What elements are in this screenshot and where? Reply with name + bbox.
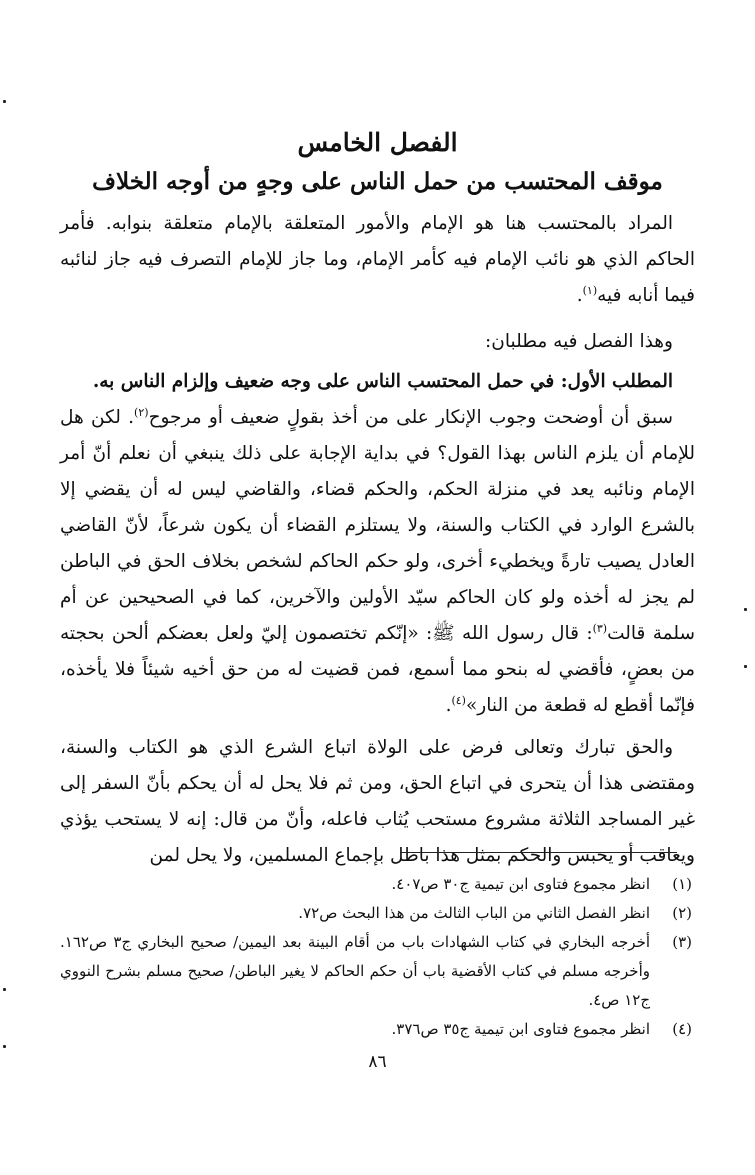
body-text: [60, 206, 695, 874]
footnote-number: (١): [672, 875, 692, 893]
section-heading-text: في حمل المحتسب الناس على وجه ضعيف وإلزام الناس به.: [92, 371, 555, 392]
paragraph-1-end: .: [576, 285, 583, 306]
footnote-text: انظر مجموع فتاوى ابن تيمية ج٣٥ ص٣٧٦.: [391, 1020, 650, 1038]
chapter-title: الفصل الخامس: [297, 128, 458, 157]
scan-artifact: [3, 100, 6, 103]
footnote-divider: [400, 852, 677, 853]
paragraph-1-text: المراد بالمحتسب هنا هو الإمام والأمور المتعلقة بالإمام متعلقة بنوابه. فأمر الحاكم الذي هو نائب الإمام فيه كأمر الإمام، وما جاز للإمام التصرف فيه جاز لنائبه فيما أنابه فيه: [60, 213, 695, 306]
footnote-text: انظر مجموع فتاوى ابن تيمية ج٣٠ ص٤٠٧.: [391, 875, 650, 893]
scan-artifact: [744, 665, 747, 668]
paragraph-5: والحق تبارك وتعالى فرض على الولاة اتباع الشرع الذي هو الكتاب والسنة، ومقتضى هذا أن يتحرى في اتباع الحق، ومن ثم فلا يحل له أن يحكم بأنّ السفر إلى غير المساجد الثلاثة مشروع مستحب يُثاب فاعله، وأنّ من قال: إنه لا يستحب يؤذي ويعاقب أو يحبس والحكم بمثل هذا باطل بإجماع المسلمين، ولا يحل لمن: [60, 737, 695, 866]
footnote-text: أخرجه البخاري في كتاب الشهادات باب من أقام البينة بعد اليمين/ صحيح البخاري ج٣ ص١٦٢. وأخرجه مسلم في كتاب الأقضية باب أن حكم الحاكم لا يغير الباطن/ صحيح مسلم بشرح النووي ج١٢ ص٤.: [60, 933, 651, 1009]
scan-artifact: [744, 608, 747, 611]
footnote-number: (٢): [672, 904, 692, 922]
footnote-ref-2: (٢): [134, 405, 149, 419]
footnote-item: [60, 928, 692, 1015]
paragraph-4-part-c: : قال رسول الله ﷺ: «إنّكم تختصمون إليّ ولعل بعضكم ألحن بحجته من بعضٍ، فأقضي له بنحو مما أسمع، فمن قضيت له من حق أخيه شيئاً فلا يأخذه، فإنّما أقطع له قطعة من النار»: [60, 623, 695, 716]
paragraph-4-part-a: سبق أن أوضحت وجوب الإنكار على من أخذ بقولٍ ضعيف أو مرجوح: [148, 407, 673, 428]
footnote-text: انظر الفصل الثاني من الباب الثالث من هذا البحث ص٧٢.: [298, 904, 650, 922]
page-number: ٨٦: [368, 1052, 387, 1072]
footnote-ref-3: (٣): [592, 621, 608, 635]
paragraph-2: وهذا الفصل فيه مطلبان:: [485, 331, 673, 352]
paragraph-4-part-b: . لكن هل للإمام أن يلزم الناس بهذا القول؟ في بداية الإجابة على ذلك ينبغي أن نعلم أنّ أمر الإمام ونائبه يعد في منزلة الحكم، والحكم قضاء، والقاضي ليس له أن يقضي إلا بالشرع الوارد في الكتاب والسنة، ولا يستلزم القضاء أن يكون شرعاً، لأنّ القاضي العادل يصيب تارةً ويخطيء أخرى، ولو حكم الحاكم لشخص بخلاف الحق في الباطن لم يجز له أخذه ولو كان الحاكم سيّد الأولين والآخرين، كما في الصحيحين عن أم سلمة قالت: [60, 407, 695, 644]
section-label: المطلب الأول:: [554, 371, 673, 392]
footnote-item: [60, 1015, 692, 1044]
footnote-item: [60, 870, 692, 899]
section-heading: [60, 364, 695, 400]
footnote-item: [60, 899, 692, 928]
paragraph-4: [60, 400, 695, 724]
footnote-number: (٤): [672, 1020, 692, 1038]
paragraph-1: [60, 206, 695, 314]
paragraph-4-end: .: [445, 695, 452, 716]
chapter-subtitle: موقف المحتسب من حمل الناس على وجهٍ من أوجه الخلاف: [92, 168, 663, 195]
footnotes-section: [60, 870, 692, 1044]
footnote-ref-4: (٤): [451, 693, 466, 707]
scan-artifact: [3, 988, 6, 991]
scan-artifact: [3, 1045, 6, 1048]
footnote-ref-1: (١): [582, 283, 598, 297]
footnote-number: (٣): [672, 933, 692, 951]
